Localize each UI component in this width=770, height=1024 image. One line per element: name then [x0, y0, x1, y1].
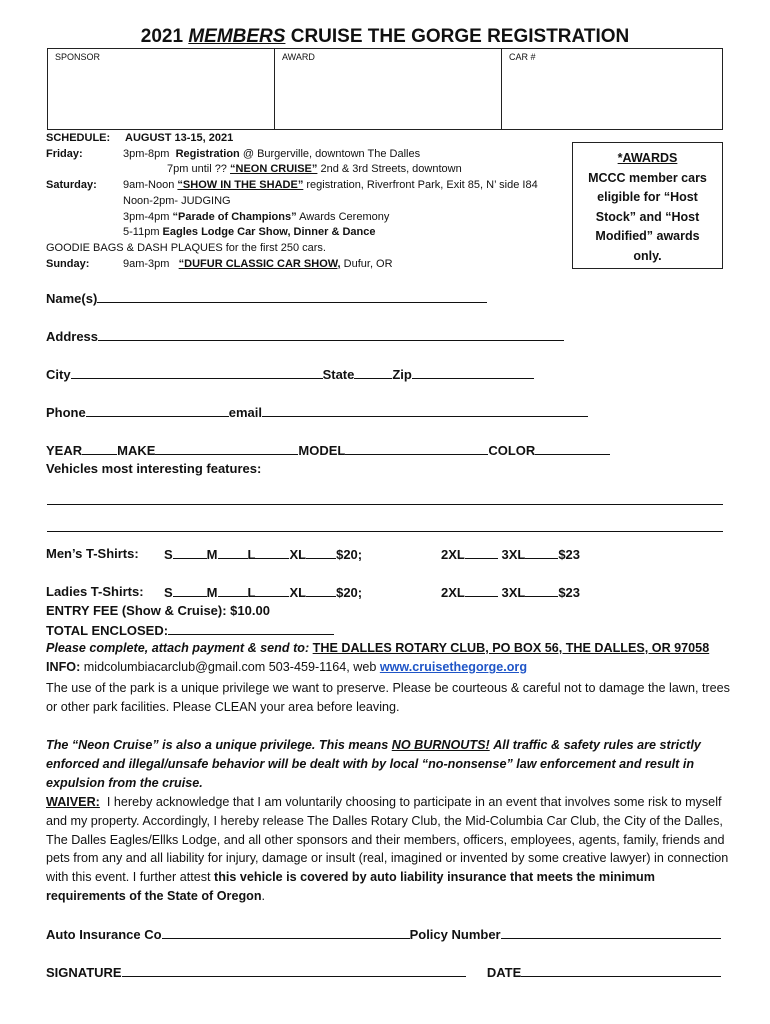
page-title: 2021 MEMBERS CRUISE THE GORGE REGISTRATION [140, 26, 630, 47]
mens-3xl-input[interactable] [525, 546, 558, 559]
date-input[interactable] [521, 964, 721, 977]
names-row: Name(s) [46, 290, 487, 306]
mens-xl-input[interactable] [306, 546, 336, 559]
ladies-m-input[interactable] [218, 584, 248, 597]
schedule-label: SCHEDULE: [46, 132, 111, 144]
payment-instructions: Please complete, attach payment & send to: THE DALLES ROTARY CLUB, PO BOX 56, THE DALLES, OR 97058 [46, 641, 710, 655]
city-input[interactable] [71, 366, 323, 379]
goodie-bags: GOODIE BAGS & DASH PLAQUES for the first 250 cars. [46, 241, 326, 254]
schedule [46, 131, 566, 281]
mens-s-input[interactable] [173, 546, 207, 559]
saturday-line-3: 3pm-4pm “Parade of Champions” Awards Ceremony [123, 210, 390, 223]
features-line-1[interactable] [47, 504, 723, 505]
car-number-cell[interactable]: CAR # [509, 52, 536, 62]
title-emphasis: MEMBERS [188, 26, 286, 47]
phone-email-row: Phone email [46, 404, 588, 420]
model-input[interactable] [345, 442, 488, 455]
park-notice: The use of the park is a unique privilege we want to preserve. Please be courteous & careful not to damage the lawn, trees or other park facilities. Please CLEAN your area before leaving. [46, 681, 730, 714]
sponsor-award-table [47, 48, 723, 130]
friday-line-1: 3pm-8pm Registration @ Burgerville, downtown The Dalles [123, 147, 421, 160]
policy-number-input[interactable] [501, 926, 721, 939]
mailing-address: THE DALLES ROTARY CLUB, PO BOX 56, THE DALLES, OR 97058 [312, 641, 710, 655]
entry-fee: ENTRY FEE (Show & Cruise): $10.00 [46, 603, 270, 618]
ladies-l-input[interactable] [255, 584, 289, 597]
ladies-xl-input[interactable] [306, 584, 336, 597]
state-input[interactable] [354, 366, 392, 379]
friday-label: Friday: [46, 147, 83, 160]
saturday-label: Saturday: [46, 179, 97, 192]
signature-input[interactable] [122, 964, 466, 977]
mens-2xl-input[interactable] [465, 546, 498, 559]
sunday-line: 9am-3pm “DUFUR CLASSIC CAR SHOW, Dufur, OR [123, 257, 393, 270]
mens-shirts-row: Men’s T-Shirts: S M L XL $20; 2XL 3XL $23 [46, 546, 581, 562]
awards-box: *AWARDS MCCC member cars eligible for “Host Stock” and “Host Modified” awards only. [572, 142, 723, 269]
ladies-s-input[interactable] [173, 584, 207, 597]
color-input[interactable] [535, 442, 610, 455]
award-cell[interactable]: AWARD [275, 49, 502, 129]
ladies-3xl-input[interactable] [525, 584, 558, 597]
waiver-text: WAIVER: I hereby acknowledge that I am voluntarily choosing to participate in an event that involves some risk to myself and my property. Accordingly, I hereby release The Dalles Rotary Club, the Mid-Columbia Car Club, the City of the Dalles, The Dalles Eagles/Ellks Lodge, and all other sponsors and their members, officers, employees, agents, family, friends and pets from any and all liability for injury, damage or insult (real, imagined or invented by some creative lawyer) in connection with this event. I further attest this vehicle is covered by auto liability insurance that meets the minimum requirements of the State of Oregon. [46, 795, 729, 903]
ladies-2xl-input[interactable] [465, 584, 498, 597]
address-row: Address [46, 328, 564, 344]
sunday-label: Sunday: [46, 257, 90, 270]
mens-m-input[interactable] [218, 546, 248, 559]
sponsor-cell[interactable]: SPONSOR [48, 49, 275, 129]
names-input[interactable] [97, 290, 487, 303]
insurance-row: Auto Insurance Co Policy Number [46, 926, 721, 942]
waiver-label: WAIVER: [46, 795, 100, 809]
saturday-line-4: 5-11pm Eagles Lodge Car Show, Dinner & Dance [123, 226, 376, 239]
vehicle-row: YEAR MAKE MODEL COLOR [46, 442, 610, 458]
total-enclosed-input[interactable] [168, 622, 334, 635]
features-label: Vehicles most interesting features: [46, 461, 262, 476]
features-line-2[interactable] [47, 531, 723, 532]
year-input[interactable] [82, 442, 117, 455]
mens-l-input[interactable] [255, 546, 289, 559]
insurance-company-input[interactable] [162, 926, 410, 939]
website-link[interactable]: www.cruisethegorge.org [379, 660, 528, 674]
address-input[interactable] [98, 328, 564, 341]
city-state-zip-row: City State Zip [46, 366, 534, 382]
neon-cruise-notice: The “Neon Cruise” is also a unique privilege. This means NO BURNOUTS! All traffic & safety rules are strictly enforced and illegal/unsafe behavior will be dealt with by local “no-nonsense” law enforcement and result in expulsion from the cruise. [46, 738, 701, 790]
saturday-line-1: 9am-Noon “SHOW IN THE SHADE” registration, Riverfront Park, Exit 85, N’ side I84 [123, 179, 538, 192]
phone-input[interactable] [86, 404, 229, 417]
make-input[interactable] [155, 442, 298, 455]
signature-row: SIGNATURE DATE [46, 964, 721, 980]
ladies-shirts-row: Ladies T-Shirts: S M L XL $20; 2XL 3XL $23 [46, 584, 581, 600]
friday-line-2: 7pm until ?? “NEON CRUISE” 2nd & 3rd Streets, downtown [167, 163, 462, 176]
info-line: INFO: midcolumbiacarclub@gmail.com 503-459-1164, web www.cruisethegorge.org [46, 660, 528, 674]
zip-input[interactable] [412, 366, 534, 379]
saturday-line-2: Noon-2pm- JUDGING [123, 194, 231, 207]
schedule-dates: AUGUST 13-15, 2021 [125, 132, 234, 144]
total-enclosed-row: TOTAL ENCLOSED: [46, 622, 334, 638]
email-input[interactable] [262, 404, 588, 417]
